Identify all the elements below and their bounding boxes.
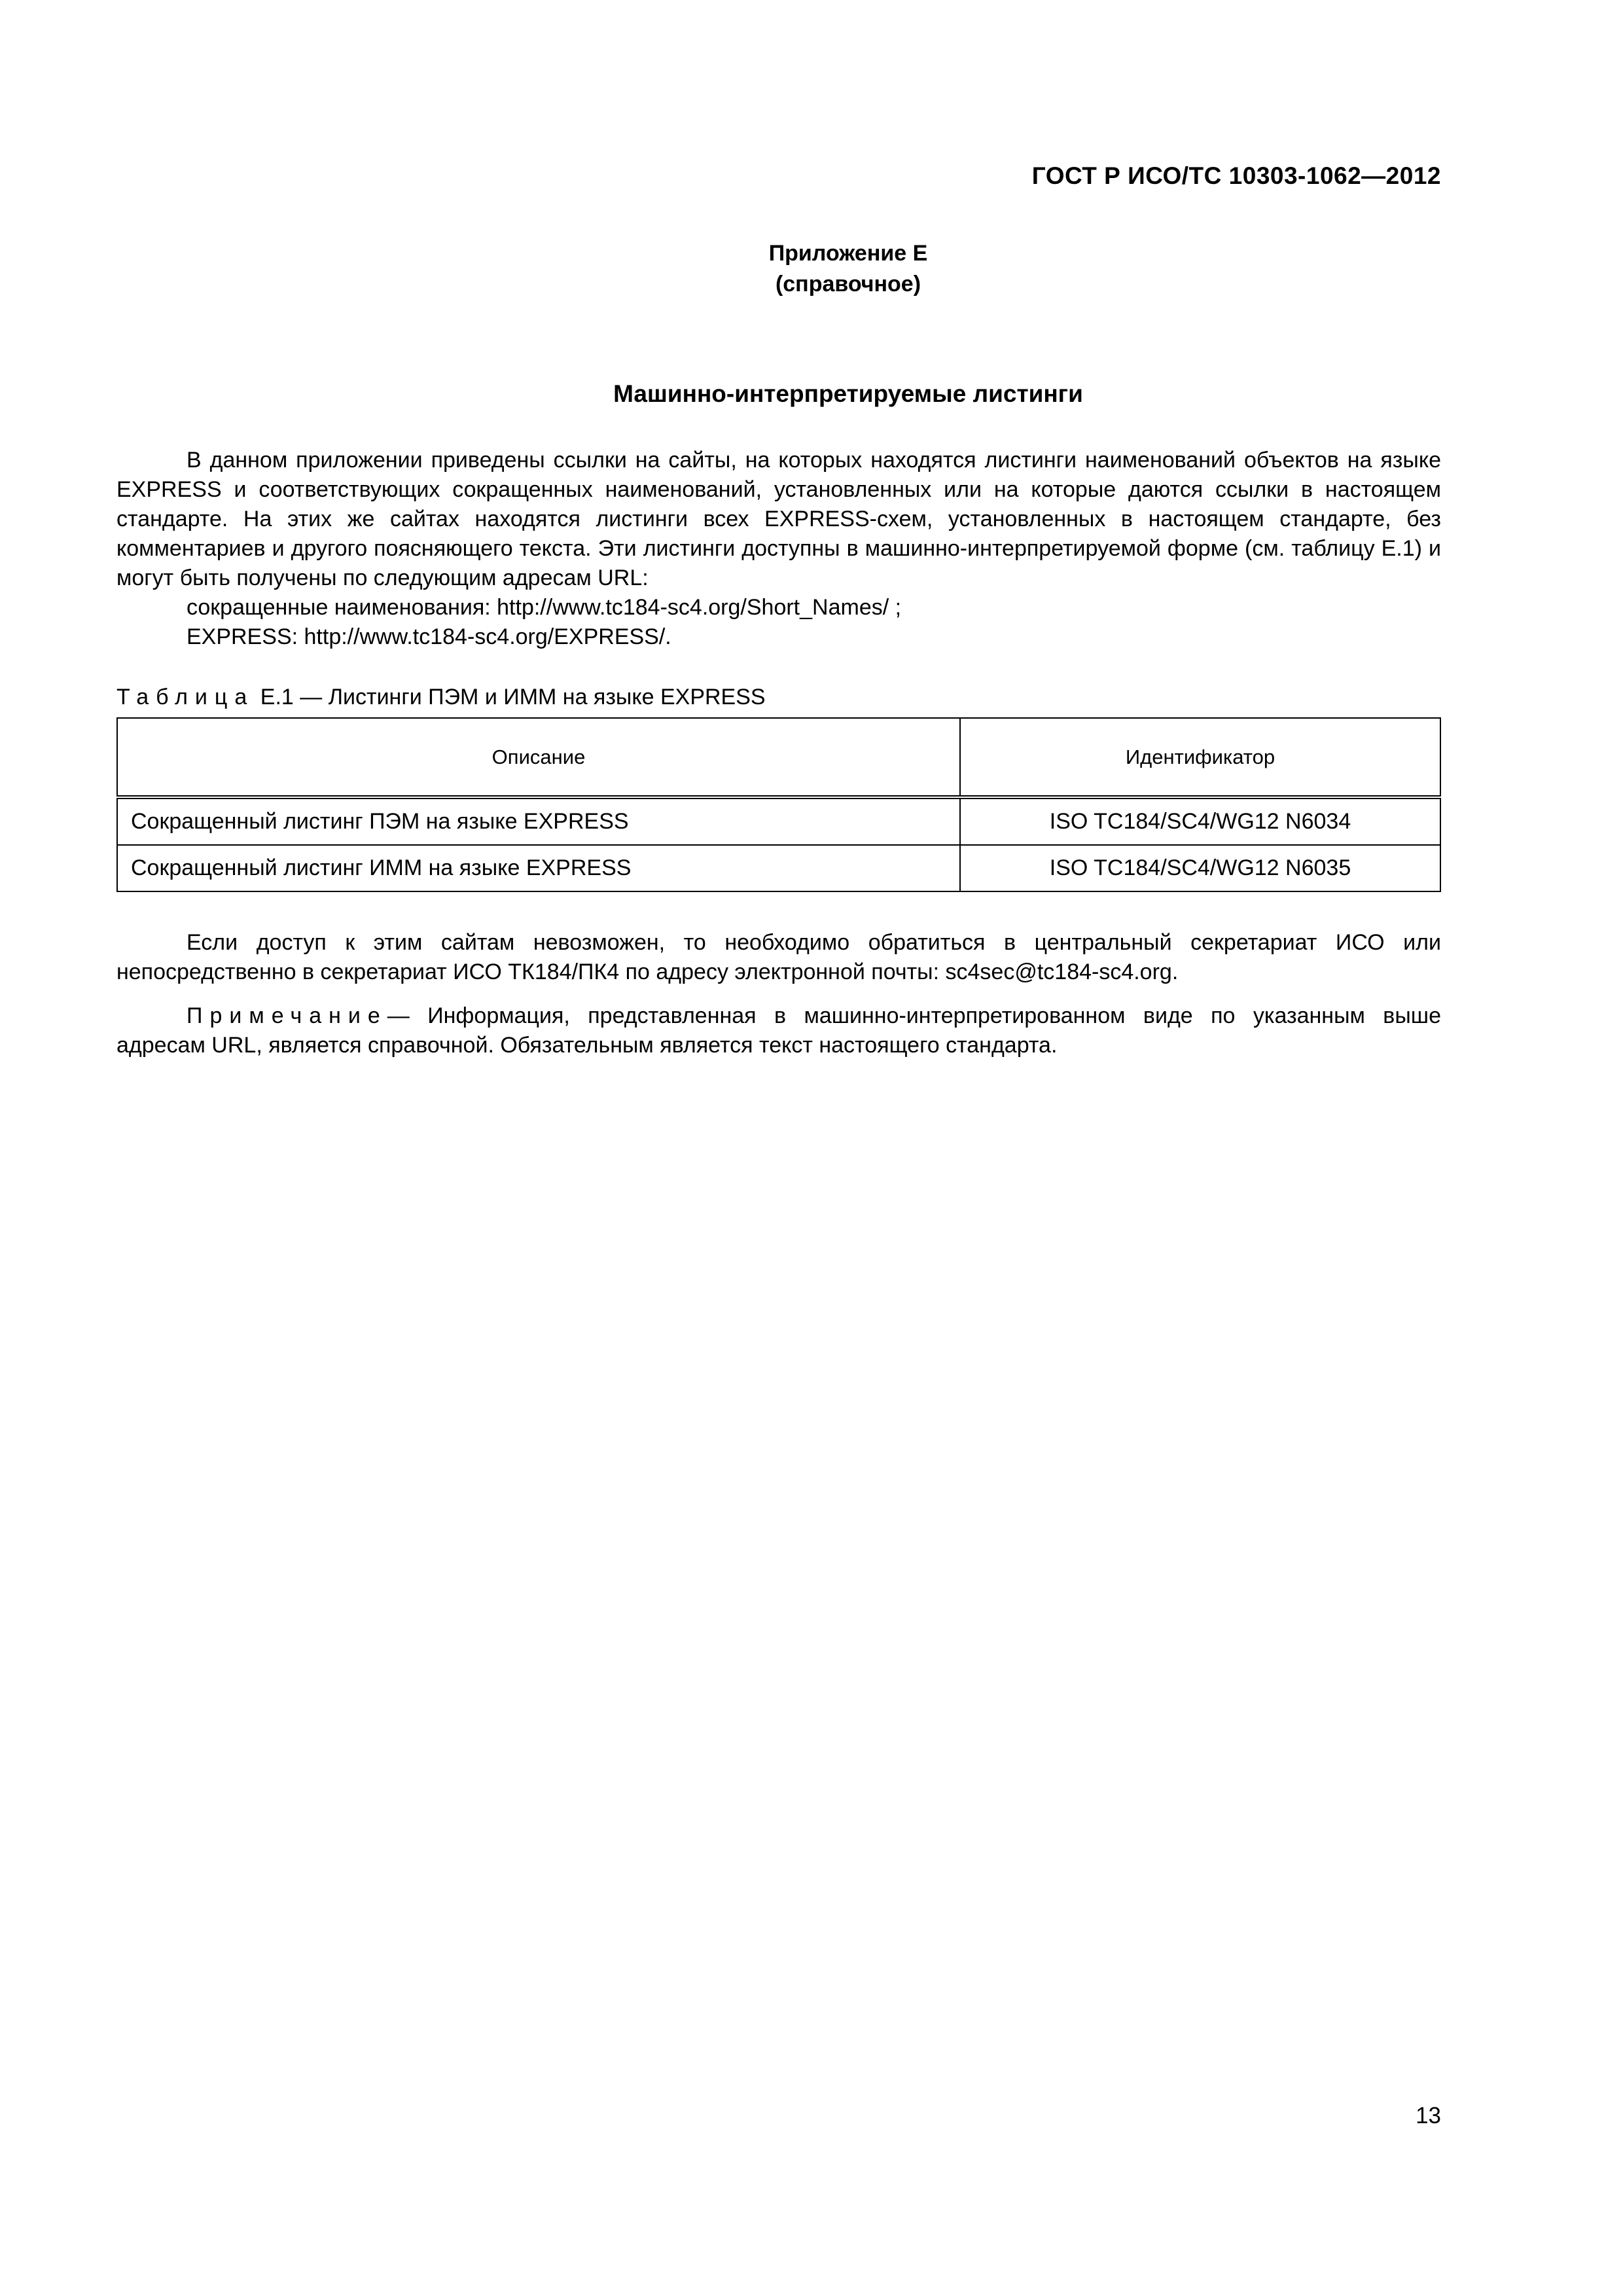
short-names-url-line: сокращенные наименования: http://www.tc184-sc4.org/Short_Names/ ; (187, 595, 902, 620)
page-number: 13 (1416, 2103, 1441, 2128)
note-text: — Информация, представленная в машинно-интерпретированном виде по указанным выше адресам URL, является справочной. Обязательным является текст настоящего стандарта. (116, 1003, 1441, 1058)
annex-heading (0, 238, 1623, 300)
table-cell-identifier: ISO TC184/SC4/WG12 N6035 (960, 845, 1440, 891)
table-caption-label: Таблица (116, 685, 255, 709)
table-row (117, 797, 1440, 845)
table-row (117, 845, 1440, 891)
listings-table (116, 717, 1441, 892)
section-title (0, 380, 1623, 408)
section-title-text: Машинно-интерпретируемые листинги (613, 380, 1083, 407)
intro-section (116, 446, 1441, 652)
table-cell-identifier: ISO TC184/SC4/WG12 N6034 (960, 797, 1440, 845)
express-url-line: EXPRESS: http://www.tc184-sc4.org/EXPRESS/. (187, 624, 671, 649)
note-paragraph (116, 1001, 1441, 1060)
table-header-row (117, 718, 1440, 797)
table-header-identifier: Идентификатор (960, 718, 1440, 797)
intro-paragraph: В данном приложении приведены ссылки на сайты, на которых находятся листинги наименований объектов на языке EXPRESS и соответствующих сокращенных наименований, установленных или на которые даются ссылки в настоящем стандарте. На этих же сайтах находятся листинги всех EXPRESS-схем, установленных в настоящем стандарте, без комментариев и другого поясняющего текста. Эти листинги доступны в машинно-интерпретируемой форме (см. таблицу Е.1) и могут быть получены по следующим адресам URL: (116, 448, 1441, 590)
annex-type: (справочное) (775, 272, 921, 296)
table-cell-description: Сокращенный листинг ИММ на языке EXPRESS (117, 845, 960, 891)
table-caption-text: Е.1 — Листинги ПЭМ и ИММ на языке EXPRESS (260, 685, 766, 709)
table-cell-description: Сокращенный листинг ПЭМ на языке EXPRESS (117, 797, 960, 845)
table-header-description: Описание (117, 718, 960, 797)
annex-title: Приложение Е (768, 241, 928, 266)
table-caption (116, 685, 766, 710)
note-label: Примечание (187, 1003, 387, 1028)
contact-paragraph: Если доступ к этим сайтам невозможен, то необходимо обратиться в центральный секретариат ИСО или непосредственно в секретариат ИСО ТК184/ПК4 по адресу электронной почты: sc4sec@tc184-sc4.org. (116, 930, 1441, 984)
document-header: ГОСТ Р ИСО/ТС 10303-1062—2012 (1031, 162, 1441, 189)
